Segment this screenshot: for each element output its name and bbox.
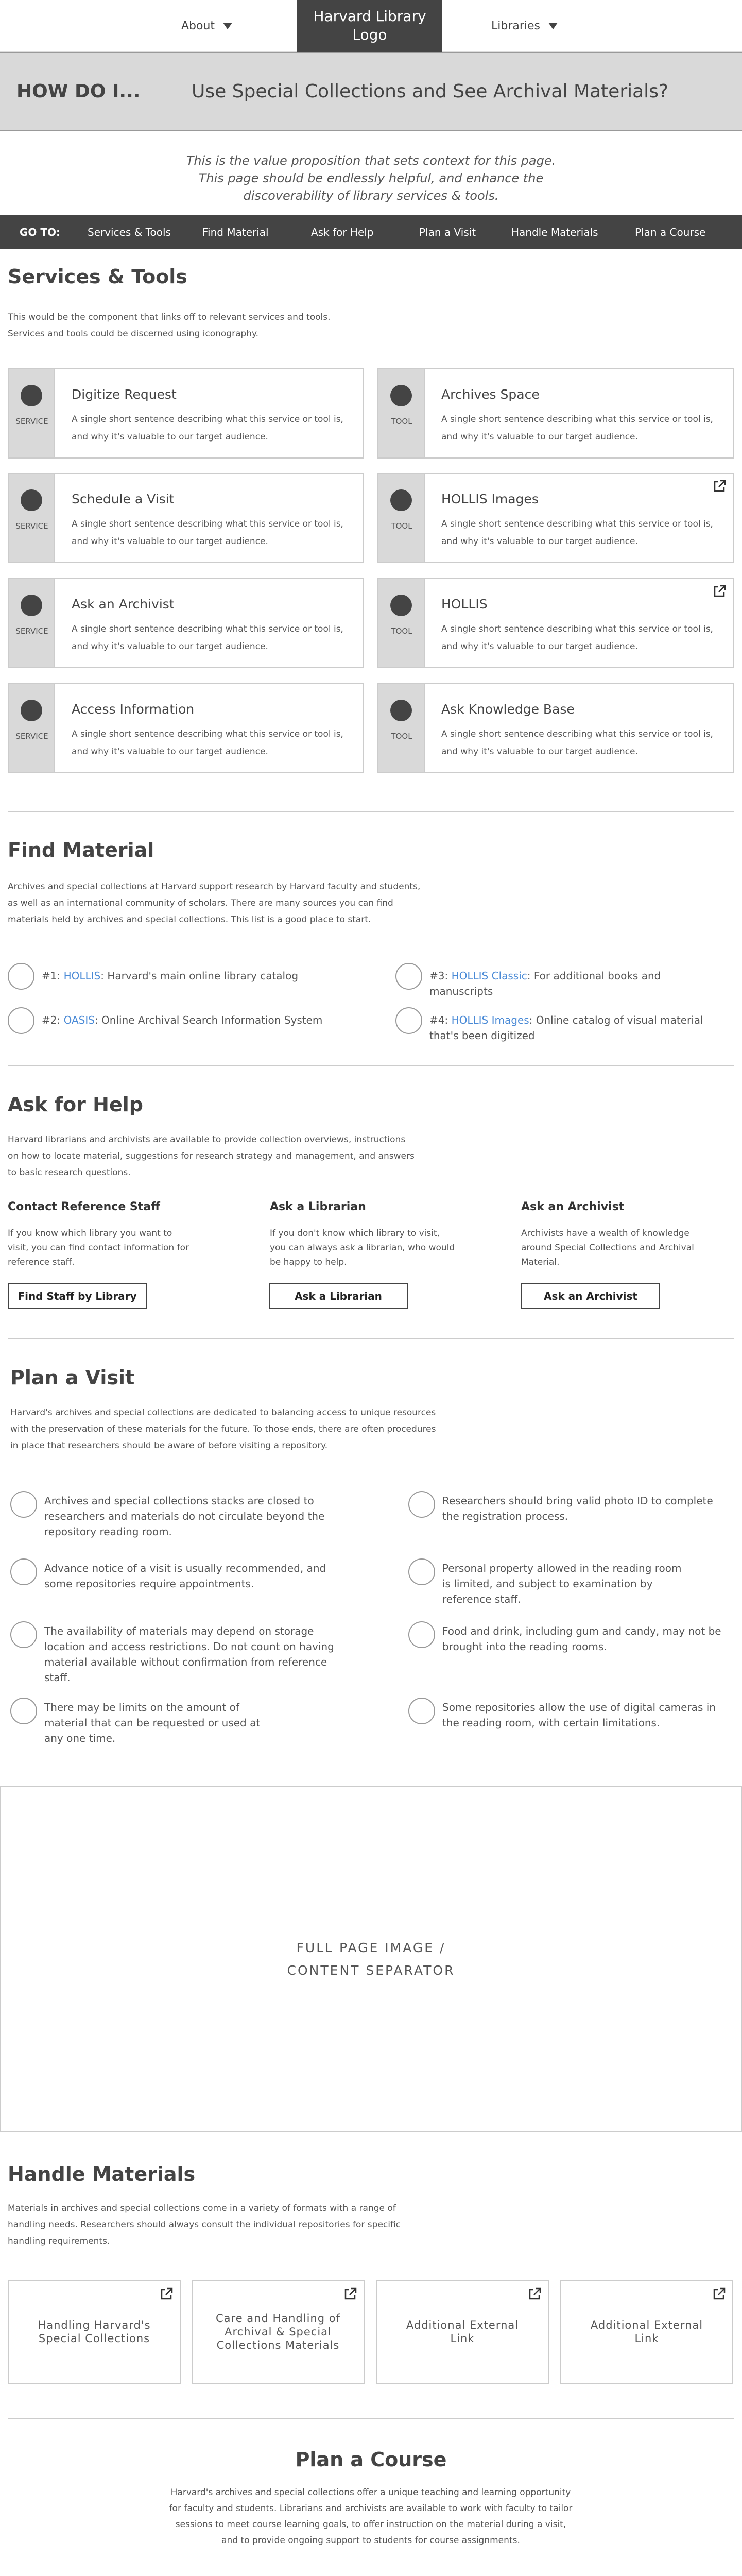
ask-a-librarian-text: If you don't know which library to visit, you can always ask a librarian, who would be happy to help. <box>270 1228 455 1267</box>
card-description: A single short sentence describing what this service or tool is, and why it's valuable to our target audience. <box>72 624 343 652</box>
card-description: A single short sentence describing what this service or tool is, and why it's valuable to our target audience. <box>441 519 713 547</box>
section-divider <box>8 1338 734 1339</box>
card-type-label: SERVICE <box>15 521 48 531</box>
tool-icon <box>390 489 412 511</box>
chevron-down-icon <box>223 23 232 29</box>
visit-item-text: Some repositories allow the use of digital cameras in the reading room, with certain limitations. <box>442 1701 716 1729</box>
service-card-ask-an-archivist[interactable] <box>8 578 364 668</box>
find-item-number: #3: <box>429 970 448 982</box>
visit-item <box>408 1491 720 1524</box>
handle-card-label: Handling Harvard's Special Collections <box>38 2319 151 2345</box>
hero-how-label: HOW DO I... <box>16 81 141 102</box>
service-icon <box>21 700 42 721</box>
tool-card-hollis-images[interactable] <box>377 473 734 563</box>
visit-item-text: There may be limits on the amount of material that can be requested or used at any one time. <box>44 1701 261 1744</box>
top-navigation <box>0 0 742 52</box>
ask-a-librarian-button[interactable]: Ask a Librarian <box>269 1283 408 1309</box>
visit-item <box>408 1621 742 1654</box>
card-title: HOLLIS <box>441 597 488 612</box>
tool-icon <box>390 595 412 616</box>
external-link-icon <box>159 2287 174 2301</box>
card-title: HOLLIS Images <box>441 492 539 506</box>
card-icon-panel <box>378 474 425 562</box>
handle-card-label: Care and Handling of Archival & Special Collections Materials <box>215 2312 340 2351</box>
goto-plan-a-course[interactable]: Plan a Course <box>635 226 706 239</box>
separator-line-2: CONTENT SEPARATOR <box>287 1963 455 1978</box>
nav-libraries[interactable] <box>491 0 558 52</box>
services-tools-heading: Services & Tools <box>8 265 187 288</box>
external-link-icon <box>343 2287 357 2301</box>
ask-for-help-heading: Ask for Help <box>8 1093 143 1116</box>
radio-circle-icon <box>10 1558 37 1585</box>
tool-icon <box>390 700 412 721</box>
chevron-down-icon <box>548 23 558 29</box>
find-material-description: Archives and special collections at Harvard support research by Harvard faculty and students, as well as an international community of scholars. There are many sources you can find materials held by archives and special collections. This list is a good place to start. <box>8 882 421 925</box>
card-title: Archives Space <box>441 387 540 402</box>
goto-bar <box>0 215 742 249</box>
tool-card-hollis[interactable] <box>377 578 734 668</box>
service-icon <box>21 385 42 406</box>
handle-materials-description: Materials in archives and special collections come in a variety of formats with a range of handling needs. Researchers should always consult the individual repositories for specific handling requirements. <box>8 2203 401 2246</box>
card-icon-panel <box>9 474 55 562</box>
nav-libraries-label: Libraries <box>491 19 541 32</box>
find-item-text: : Harvard's main online library catalog <box>100 970 299 982</box>
card-type-label: SERVICE <box>15 417 48 426</box>
card-type-label: SERVICE <box>15 732 48 741</box>
ask-an-archivist-text: Archivists have a wealth of knowledge around Special Collections and Archival Material. <box>521 1228 694 1267</box>
card-title: Ask an Archivist <box>72 597 175 612</box>
card-title: Schedule a Visit <box>72 492 175 506</box>
card-description: A single short sentence describing what this service or tool is, and why it's valuable to our target audience. <box>72 729 343 757</box>
handle-card-care-and-handling[interactable] <box>192 2280 365 2384</box>
visit-item-text: Advance notice of a visit is usually recommended, and some repositories require appointments. <box>44 1562 326 1590</box>
find-item-hollis <box>8 963 330 990</box>
external-link-icon <box>712 479 727 494</box>
find-item-text: : Online catalog of visual material that's been digitized <box>429 1014 703 1042</box>
find-item-text: : For additional books and manuscripts <box>429 970 661 997</box>
services-desc-line-2: Services and tools could be discerned using iconography. <box>8 329 259 339</box>
radio-circle-icon <box>395 1007 422 1034</box>
card-description: A single short sentence describing what this service or tool is, and why it's valuable to our target audience. <box>72 414 343 442</box>
radio-circle-icon <box>8 963 34 990</box>
card-icon-panel <box>9 369 55 457</box>
value-proposition: This is the value proposition that sets context for this page. This page should be endlessly helpful, and enhance the discoverability of library services & tools. <box>186 154 556 203</box>
services-tools-description <box>8 309 471 342</box>
visit-item <box>10 1558 333 1591</box>
goto-plan-a-visit[interactable]: Plan a Visit <box>419 226 476 239</box>
card-title: Ask Knowledge Base <box>441 702 575 717</box>
find-item-number: #4: <box>429 1014 448 1026</box>
external-link-icon <box>712 584 727 599</box>
hollis-classic-link[interactable]: HOLLIS Classic <box>451 970 527 982</box>
plan-a-visit-heading: Plan a Visit <box>10 1366 135 1389</box>
visit-item <box>10 1621 343 1685</box>
service-card-access-information[interactable] <box>8 683 364 773</box>
card-type-label: TOOL <box>391 732 412 741</box>
site-logo[interactable]: Harvard Library Logo <box>297 0 442 52</box>
card-icon-panel <box>378 579 425 667</box>
goto-handle-materials[interactable]: Handle Materials <box>511 226 598 239</box>
goto-services-tools[interactable]: Services & Tools <box>88 226 171 239</box>
radio-circle-icon <box>8 1007 34 1034</box>
card-icon-panel <box>378 684 425 772</box>
card-icon-panel <box>9 579 55 667</box>
handle-card-label: Additional External Link <box>406 2319 519 2345</box>
section-divider <box>8 2418 734 2419</box>
radio-circle-icon <box>408 1621 435 1648</box>
card-icon-panel <box>378 369 425 457</box>
plan-a-visit-description: Harvard's archives and special collections are dedicated to balancing access to unique resources with the preservation of these materials for the future. To those ends, there are often procedures in place that researchers should be aware of before visiting a repository. <box>10 1408 436 1451</box>
find-staff-by-library-button[interactable]: Find Staff by Library <box>8 1283 147 1309</box>
plan-a-course-description: Harvard's archives and special collections offer a unique teaching and learning opportunity for faculty and students. Librarians and archivists are available to work with faculty to tailor sessions to meet course learning goals, to offer instruction on the material during a visit, and to provide ongoing support to students for course assignments. <box>169 2487 573 2546</box>
handle-card-handling-special-collections[interactable] <box>8 2280 181 2384</box>
find-item-hollis-classic <box>395 963 718 999</box>
service-card-schedule-a-visit[interactable] <box>8 473 364 563</box>
hollis-link[interactable]: HOLLIS <box>63 970 101 982</box>
tool-icon <box>390 385 412 406</box>
hollis-images-link[interactable]: HOLLIS Images <box>451 1014 529 1026</box>
radio-circle-icon <box>408 1491 435 1518</box>
section-divider <box>8 1065 734 1066</box>
radio-circle-icon <box>10 1698 37 1724</box>
card-icon-panel <box>9 684 55 772</box>
plan-a-course-heading: Plan a Course <box>295 2448 447 2471</box>
find-material-heading: Find Material <box>8 839 154 861</box>
handle-card-additional-external-link[interactable] <box>376 2280 549 2384</box>
external-link-icon <box>527 2287 542 2301</box>
visit-item-text: The availability of materials may depend on storage location and access restrictions. Do not count on having material available without confirmation from reference staff. <box>44 1625 334 1684</box>
separator-line-1: FULL PAGE IMAGE / <box>296 1940 446 1955</box>
service-icon <box>21 595 42 616</box>
card-description: A single short sentence describing what this service or tool is, and why it's valuable to our target audience. <box>441 624 713 652</box>
goto-ask-for-help[interactable]: Ask for Help <box>311 226 374 239</box>
contact-reference-staff-heading: Contact Reference Staff <box>8 1200 160 1213</box>
goto-find-material[interactable]: Find Material <box>202 226 269 239</box>
radio-circle-icon <box>10 1491 37 1518</box>
radio-circle-icon <box>395 963 422 990</box>
contact-reference-staff-text: If you know which library you want to visit, you can find contact information for reference staff. <box>8 1228 189 1267</box>
find-item-oasis <box>8 1007 330 1034</box>
hero-banner <box>0 52 742 131</box>
full-page-image-separator <box>0 1786 742 2132</box>
services-desc-line-1: This would be the component that links off to relevant services and tools. <box>8 312 331 323</box>
handle-materials-heading: Handle Materials <box>8 2163 196 2185</box>
find-item-hollis-images <box>395 1007 718 1043</box>
ask-an-archivist-button[interactable]: Ask an Archivist <box>521 1283 660 1309</box>
ask-a-librarian-heading: Ask a Librarian <box>270 1200 366 1213</box>
visit-item <box>408 1698 731 1731</box>
visit-item <box>10 1698 276 1746</box>
card-description: A single short sentence describing what this service or tool is, and why it's valuable to our target audience. <box>72 519 343 547</box>
card-title: Access Information <box>72 702 195 717</box>
service-card-digitize-request[interactable] <box>8 368 364 459</box>
oasis-link[interactable]: OASIS <box>63 1014 95 1026</box>
visit-item-text: Researchers should bring valid photo ID to complete the registration process. <box>442 1495 713 1522</box>
handle-card-label: Additional External Link <box>590 2319 703 2345</box>
card-type-label: TOOL <box>391 521 412 531</box>
page-title: Use Special Collections and See Archival Materials? <box>192 81 669 102</box>
ask-for-help-description: Harvard librarians and archivists are available to provide collection overviews, instructions on how to locate material, suggestions for research strategy and management, and answers to basic research questions. <box>8 1134 415 1178</box>
section-divider <box>8 811 734 812</box>
radio-circle-icon <box>408 1558 435 1585</box>
find-item-text: : Online Archival Search Information System <box>94 1014 323 1026</box>
card-type-label: TOOL <box>391 417 412 426</box>
card-title: Digitize Request <box>72 387 177 402</box>
card-description: A single short sentence describing what this service or tool is, and why it's valuable to our target audience. <box>441 729 713 757</box>
visit-item <box>408 1558 689 1607</box>
card-description: A single short sentence describing what this service or tool is, and why it's valuable to our target audience. <box>441 414 713 442</box>
visit-item <box>10 1491 348 1539</box>
goto-label: GO TO: <box>20 226 61 239</box>
radio-circle-icon <box>10 1621 37 1648</box>
external-link-icon <box>712 2287 726 2301</box>
handle-card-additional-external-link[interactable] <box>560 2280 733 2384</box>
nav-about-label: About <box>181 19 215 32</box>
nav-about[interactable] <box>181 0 232 52</box>
visit-item-text: Personal property allowed in the reading room is limited, and subject to examination by reference staff. <box>442 1562 682 1605</box>
service-icon <box>21 489 42 511</box>
ask-an-archivist-heading: Ask an Archivist <box>521 1200 625 1213</box>
visit-item-text: Archives and special collections stacks are closed to researchers and materials do not circulate beyond the repository reading room. <box>44 1495 325 1538</box>
tool-card-archives-space[interactable] <box>377 368 734 459</box>
card-type-label: SERVICE <box>15 626 48 636</box>
find-item-number: #1: <box>42 970 61 982</box>
radio-circle-icon <box>408 1698 435 1724</box>
card-type-label: TOOL <box>391 626 412 636</box>
tool-card-ask-knowledge-base[interactable] <box>377 683 734 773</box>
visit-item-text: Food and drink, including gum and candy, may not be brought into the reading rooms. <box>442 1625 721 1653</box>
find-item-number: #2: <box>42 1014 61 1026</box>
